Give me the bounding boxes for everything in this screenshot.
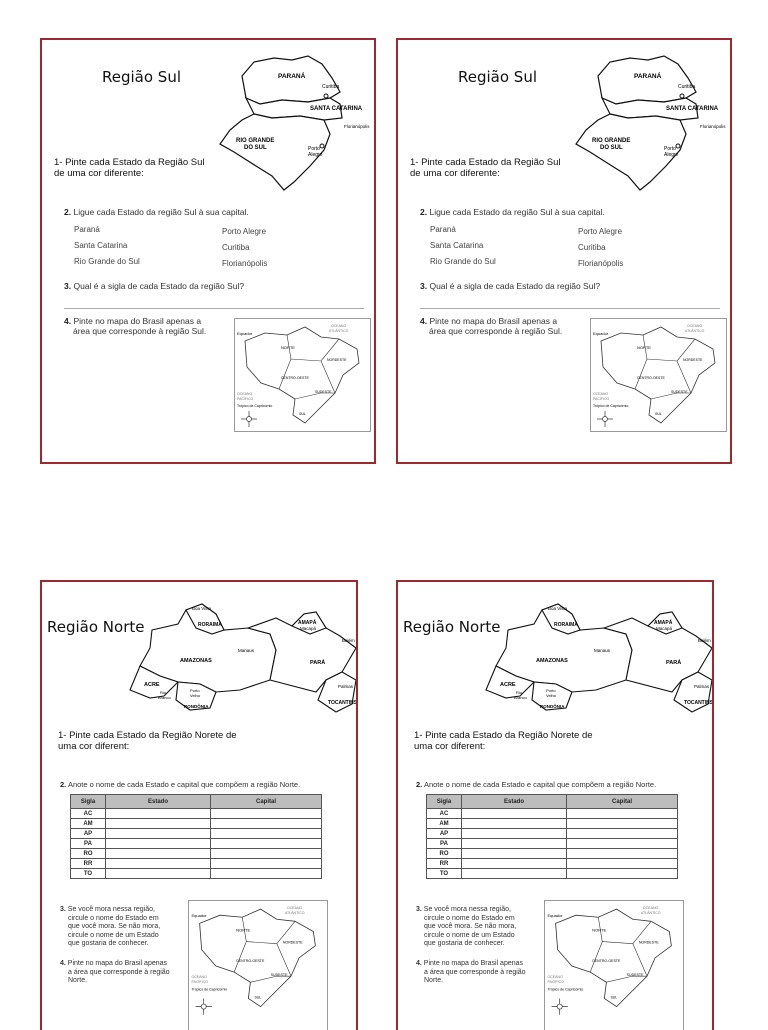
question-3: 3. Qual é a sigla de cada Estado da região Sul?: [64, 281, 245, 291]
label-tropico: Trópico de Capricórnio: [237, 404, 273, 408]
label-oceano-2: ATLÂNTICO: [685, 329, 705, 333]
label-santa-catarina: SANTA CATARINA: [666, 106, 719, 112]
table-row: RO: [427, 849, 678, 859]
divider: [64, 308, 364, 309]
label-pacifico-2: PACÍFICO: [547, 980, 564, 985]
label-florianopolis: Florianópolis: [700, 124, 726, 129]
question-1: 1- Pinte cada Estado da Região Sul de uma cor diferente:: [54, 157, 205, 179]
question-3: 3. Qual é a sigla de cada Estado da região Sul?: [420, 281, 601, 291]
label-sudeste: SUDESTE: [270, 973, 288, 978]
label-pacifico-1: OCEANO: [547, 975, 563, 980]
label-sul: SUL: [610, 995, 618, 1000]
capital-item: Curitiba: [222, 243, 250, 252]
table-header: Sigla: [427, 795, 462, 809]
label-sudeste: SUDESTE: [671, 390, 688, 394]
north-region-map: [476, 600, 714, 718]
capital-item: Porto Alegre: [222, 227, 267, 236]
worksheet-title: Região Norte: [47, 618, 145, 636]
label-porto-alegre-1: Porto: [664, 146, 676, 152]
label-oceano-1: OCEANO: [642, 906, 659, 911]
states-table: [70, 794, 322, 879]
label-pacifico-1: OCEANO: [593, 392, 609, 396]
label-porto-alegre-2: Alegre: [308, 152, 323, 158]
south-region-map: [568, 48, 732, 193]
label-pacifico-2: PACÍFICO: [593, 397, 610, 401]
capital-item: Florianópolis: [222, 259, 268, 268]
label-rio-branco-1: Rio: [516, 690, 523, 695]
label-tocantins: TOCANTINS: [328, 700, 358, 706]
label-porto-alegre-2: Alegre: [664, 152, 679, 158]
table-row: AP: [427, 829, 678, 839]
label-amazonas: AMAZONAS: [536, 658, 568, 664]
label-nordeste: NORDESTE: [683, 358, 703, 362]
label-equador: Equador: [547, 913, 563, 919]
label-belem: Belém: [342, 638, 355, 643]
label-sul: SUL: [299, 412, 306, 416]
compass-rose-icon: [241, 411, 257, 427]
state-item: Santa Catarina: [74, 241, 128, 250]
label-rio-grande-1: RIO GRANDE: [236, 138, 275, 144]
table-row: AM: [71, 819, 322, 829]
brazil-regions-map: [188, 900, 328, 1030]
capital-item: Florianópolis: [578, 259, 624, 268]
label-sul: SUL: [254, 995, 262, 1000]
label-rondonia: RONDÔNIA: [540, 704, 565, 709]
label-macapa: Macapá: [300, 626, 317, 631]
table-row: RR: [71, 859, 322, 869]
label-santa-catarina: SANTA CATARINA: [310, 106, 363, 112]
label-tropico: Trópico de Capricórnio: [593, 404, 629, 408]
compass-rose-icon: [196, 998, 212, 1014]
label-pacifico-1: OCEANO: [237, 392, 253, 396]
label-para: PARÁ: [310, 660, 326, 666]
label-pacifico-2: PACÍFICO: [237, 397, 254, 401]
label-rio-grande-1: RIO GRANDE: [592, 138, 631, 144]
worksheet-title: Região Norte: [403, 618, 501, 636]
label-amapa: AMAPÁ: [654, 620, 673, 626]
label-centro-oeste: CENTRO-OESTE: [637, 376, 665, 380]
label-amapa: AMAPÁ: [298, 620, 317, 626]
label-oceano-2: ATLÂNTICO: [640, 911, 661, 916]
label-nordeste: NORDESTE: [282, 940, 303, 945]
compass-rose-icon: [552, 998, 568, 1014]
label-roraima: RORAIMA: [554, 622, 578, 628]
label-sudeste: SUDESTE: [315, 390, 332, 394]
question-2: 2. Anote o nome de cada Estado e capital que compõem a região Norte.: [416, 780, 657, 789]
question-4: 4. Pinte no mapa do Brasil apenas a área que corresponde à região Norte.: [60, 960, 170, 985]
label-nordeste: NORDESTE: [327, 358, 347, 362]
label-palmas: Palmas: [694, 684, 710, 689]
label-manaus: Manaus: [238, 648, 255, 653]
question-4: 4. Pinte no mapa do Brasil apenas a área que corresponde à região Sul.: [64, 316, 207, 336]
label-macapa: Macapá: [656, 626, 673, 631]
label-centro-oeste: CENTRO-OESTE: [236, 958, 265, 963]
label-tocantins: TOCANTINS: [684, 700, 714, 706]
label-nordeste: NORDESTE: [638, 940, 659, 945]
label-boa-vista: Boa Vista: [548, 606, 568, 611]
state-item: Rio Grande do Sul: [74, 257, 140, 266]
label-oceano-2: ATLÂNTICO: [329, 329, 349, 333]
label-centro-oeste: CENTRO-OESTE: [281, 376, 309, 380]
table-header: Capital: [567, 795, 678, 809]
question-2: 2. Anote o nome de cada Estado e capital que compõem a região Norte.: [60, 780, 301, 789]
brazil-regions-map: [590, 318, 727, 432]
label-pacifico-2: PACÍFICO: [191, 980, 208, 985]
label-sul: SUL: [655, 412, 662, 416]
capital-item: Porto Alegre: [578, 227, 623, 236]
label-porto-velho-1: Porto: [546, 688, 556, 693]
label-equador: Equador: [593, 331, 609, 336]
label-curitiba: Curitiba: [678, 84, 696, 90]
table-row: PA: [427, 839, 678, 849]
question-2: 2. Ligue cada Estado da região Sul à sua capital.: [420, 207, 605, 217]
table-row: AC: [427, 809, 678, 819]
table-row: AM: [427, 819, 678, 829]
question-4: 4. Pinte no mapa do Brasil apenas a área que corresponde à região Sul.: [420, 316, 563, 336]
table-header: Capital: [211, 795, 322, 809]
label-oceano-2: ATLÂNTICO: [284, 911, 305, 916]
state-item: Rio Grande do Sul: [430, 257, 496, 266]
table-header: Estado: [462, 795, 567, 809]
table-row: TO: [71, 869, 322, 879]
state-item: Santa Catarina: [430, 241, 484, 250]
label-rio-grande-2: DO SUL: [600, 145, 623, 151]
label-parana: PARANÁ: [278, 73, 306, 80]
label-florianopolis: Florianópolis: [344, 124, 370, 129]
state-item: Paraná: [74, 225, 100, 234]
compass-rose-icon: [597, 411, 613, 427]
table-row: RR: [427, 859, 678, 869]
label-porto-velho-1: Porto: [190, 688, 200, 693]
label-roraima: RORAIMA: [198, 622, 222, 628]
label-rio-branco-1: Rio: [160, 690, 167, 695]
worksheet-title: Região Sul: [102, 68, 181, 86]
label-porto-velho-2: Velho: [546, 693, 557, 698]
label-oceano-1: OCEANO: [687, 324, 703, 328]
capital-item: Curitiba: [578, 243, 606, 252]
states-table: [426, 794, 678, 879]
table-row: PA: [71, 839, 322, 849]
question-2: 2. Ligue cada Estado da região Sul à sua capital.: [64, 207, 249, 217]
worksheet-regiao-norte-1: [40, 580, 358, 1030]
table-header: Estado: [106, 795, 211, 809]
question-1: 1- Pinte cada Estado da Região Sul de uma cor diferente:: [410, 157, 561, 179]
label-rondonia: RONDÔNIA: [184, 704, 209, 709]
label-sudeste: SUDESTE: [626, 973, 644, 978]
table-row: AP: [71, 829, 322, 839]
label-boa-vista: Boa Vista: [192, 606, 212, 611]
table-row: RO: [71, 849, 322, 859]
question-1: 1- Pinte cada Estado da Região Norete de uma cor diferent:: [58, 730, 237, 752]
label-para: PARÁ: [666, 660, 682, 666]
question-3: 3. Se você mora nessa região, circule o nome do Estado em que você mora. Se não mora, circule o nome de um Estado que gostaria de conhecer.: [60, 906, 161, 948]
label-tropico: Trópico de Capricórnio: [547, 987, 584, 992]
label-porto-velho-2: Velho: [190, 693, 201, 698]
question-3: 3. Se você mora nessa região, circule o nome do Estado em que você mora. Se não mora, circule o nome de um Estado que gostaria de conhecer.: [416, 906, 517, 948]
question-4: 4. Pinte no mapa do Brasil apenas a área que corresponde à região Norte.: [416, 960, 526, 985]
table-row: TO: [427, 869, 678, 879]
table-header: Sigla: [71, 795, 106, 809]
label-acre: ACRE: [500, 682, 516, 688]
label-norte: NORTE: [281, 345, 295, 350]
label-pacifico-1: OCEANO: [191, 975, 207, 980]
question-1: 1- Pinte cada Estado da Região Norete de uma cor diferent:: [414, 730, 593, 752]
label-palmas: Palmas: [338, 684, 354, 689]
worksheet-regiao-sul-2: [396, 38, 732, 464]
label-norte: NORTE: [236, 927, 251, 933]
divider: [420, 308, 720, 309]
label-amazonas: AMAZONAS: [180, 658, 212, 664]
label-oceano-1: OCEANO: [286, 906, 303, 911]
south-region-map: [212, 48, 376, 193]
label-rio-grande-2: DO SUL: [244, 145, 267, 151]
label-parana: PARANÁ: [634, 73, 662, 80]
label-acre: ACRE: [144, 682, 160, 688]
label-curitiba: Curitiba: [322, 84, 340, 90]
worksheet-regiao-norte-2: [396, 580, 714, 1030]
brazil-regions-map: [234, 318, 371, 432]
label-belem: Belém: [698, 638, 711, 643]
label-equador: Equador: [237, 331, 253, 336]
label-rio-branco-2: Branco: [158, 695, 171, 700]
state-item: Paraná: [430, 225, 456, 234]
north-region-map: [120, 600, 358, 718]
label-porto-alegre-1: Porto: [308, 146, 320, 152]
label-centro-oeste: CENTRO-OESTE: [592, 958, 621, 963]
label-norte: NORTE: [637, 345, 651, 350]
brazil-regions-map: [544, 900, 684, 1030]
worksheet-title: Região Sul: [458, 68, 537, 86]
label-norte: NORTE: [592, 927, 607, 933]
label-manaus: Manaus: [594, 648, 611, 653]
label-rio-branco-2: Branco: [514, 695, 527, 700]
table-row: AC: [71, 809, 322, 819]
label-equador: Equador: [191, 913, 207, 919]
worksheet-regiao-sul-1: [40, 38, 376, 464]
label-tropico: Trópico de Capricórnio: [191, 987, 228, 992]
label-oceano-1: OCEANO: [331, 324, 347, 328]
